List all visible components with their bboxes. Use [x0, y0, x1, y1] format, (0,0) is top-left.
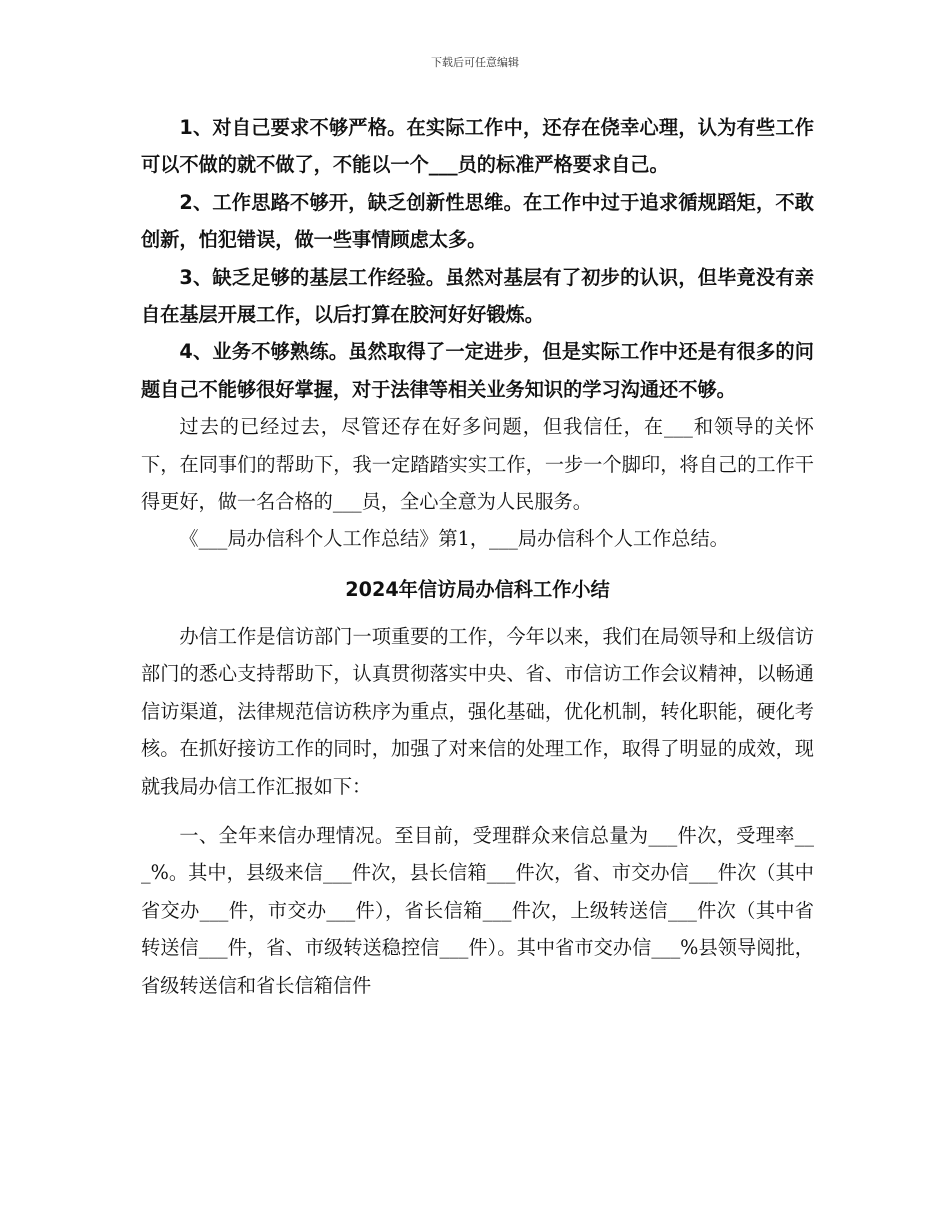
intro-paragraph: 办信工作是信访部门一项重要的工作，今年以来，我们在局领导和上级信访部门的悉心支持帮助下，认真贯彻落实中央、省、市信访工作会议精神，以畅通信访渠道，法律规范信访秩序为重点，强化基础，优化机制，转化职能，硬化考核。在抓好接访工作的同时，加强了对来信的处理工作，取得了明显的成效，现就我局办信工作汇报如下： — [141, 624, 814, 798]
shortcoming-item-3: 3、缺乏足够的基层工作经验。虽然对基层有了初步的认识，但毕竟没有亲自在基层开展工作，以后打算在胶河好好锻炼。 — [141, 265, 814, 327]
page-header: 下载后可任意编辑 — [431, 56, 519, 69]
shortcoming-item-2: 2、工作思路不够开，缺乏创新性思维。在工作中过于追求循规蹈矩，不敢创新，怕犯错误，做一些事情顾虑太多。 — [141, 190, 814, 252]
letter-handling-paragraph: 一、全年来信办理情况。至目前，受理群众来信总量为___件次，受理率___%。其中，县级来信___件次，县长信箱___件次，省、市交办信___件次（其中省交办___件，市交办___件），省长信箱___件次，上级转送信___件次（其中省转送信___件，省、市级转送稳控信___件）。其中省市交办信___%县领导阅批，省级转送信和省长信箱信件 — [141, 823, 814, 997]
shortcomings-list — [141, 109, 814, 408]
closing-paragraph: 过去的已经过去，尽管还存在好多问题，但我信任，在___和领导的关怀下，在同事们的帮助下，我一定踏踏实实工作，一步一个脚印，将自己的工作干得更好，做一名合格的___员，全心全意为人民服务。 — [141, 415, 814, 514]
reference-line: 《___局办信科个人工作总结》第1，___局办信科个人工作总结。 — [179, 527, 729, 551]
shortcoming-item-1: 1、对自己要求不够严格。在实际工作中，还存在侥幸心理，认为有些工作可以不做的就不做了，不能以一个___员的标准严格要求自己。 — [141, 116, 814, 177]
document-body — [141, 109, 814, 1004]
paragraph-spacer — [141, 805, 814, 817]
section-title: 2024年信访局办信科工作小结 — [345, 577, 610, 601]
shortcoming-item-4: 4、业务不够熟练。虽然取得了一定进步，但是实际工作中还是有很多的问题自己不能够很好掌握，对于法律等相关业务知识的学习沟通还不够。 — [141, 340, 814, 401]
